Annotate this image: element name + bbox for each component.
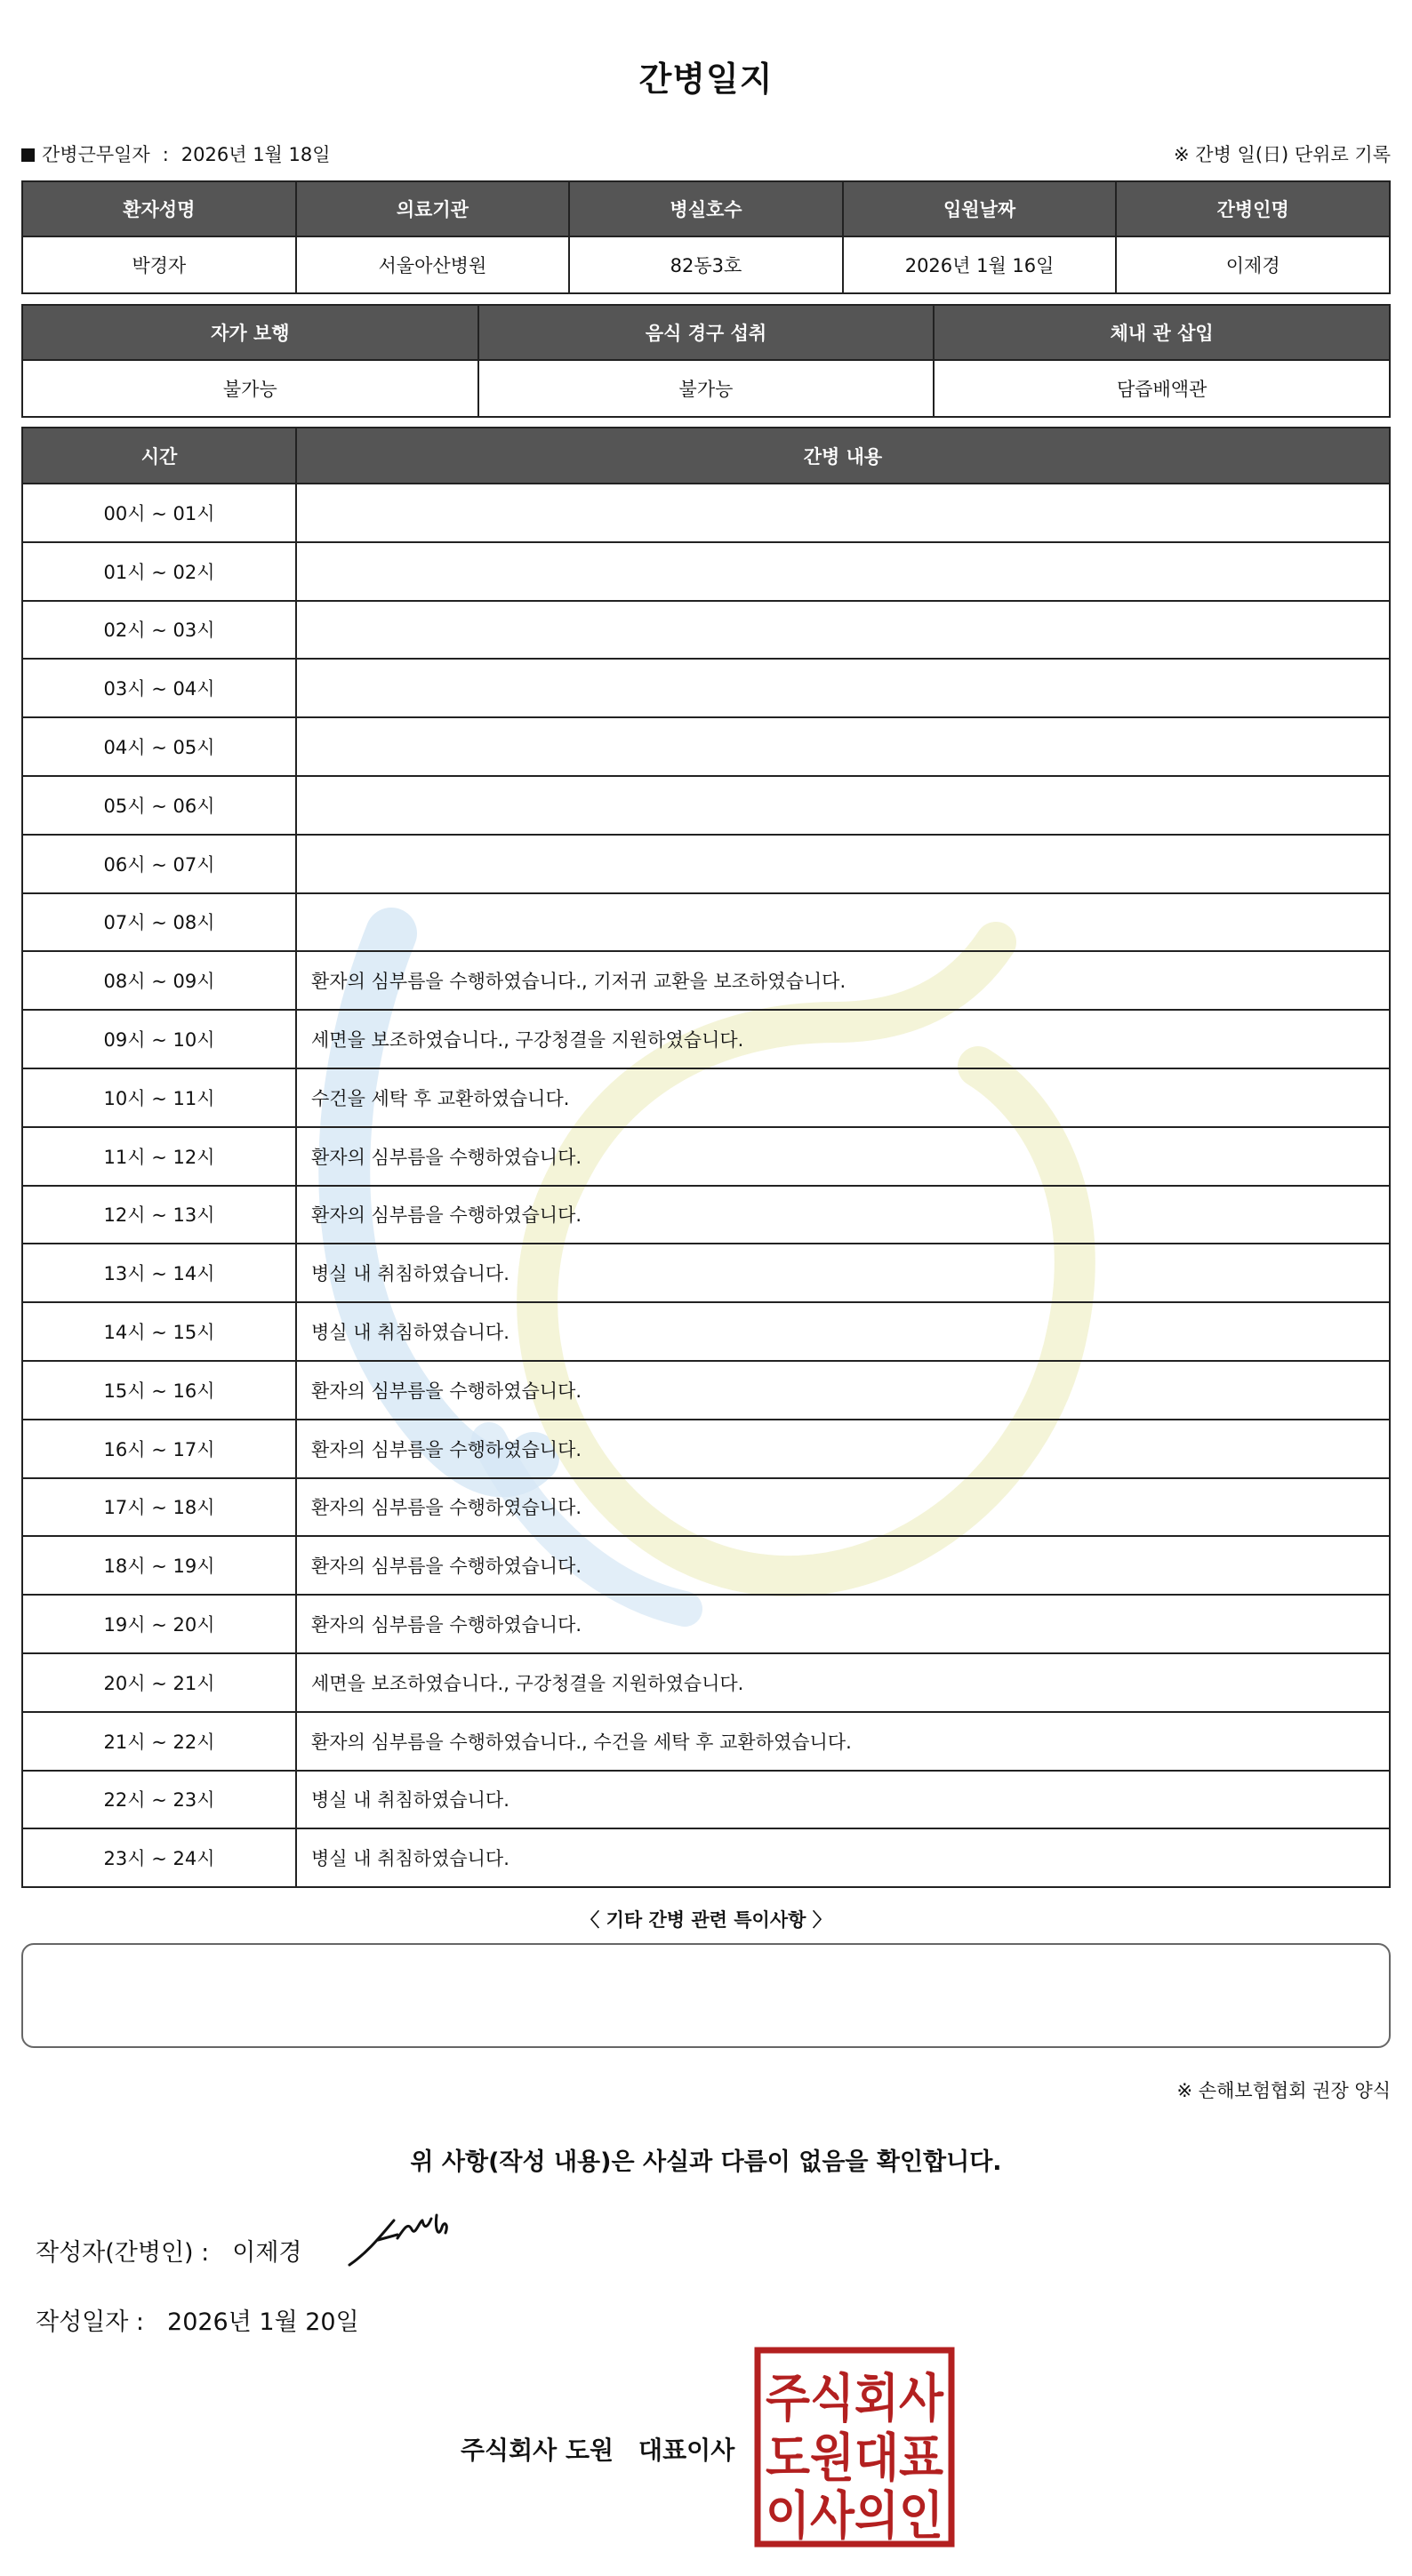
caregiver-name: 이제경 — [1116, 236, 1390, 293]
writer-label: 작성자(간병인) : — [36, 2239, 210, 2267]
writer-line — [36, 2233, 302, 2268]
company-seal-stamp — [754, 2347, 955, 2548]
handwritten-signature — [342, 2203, 476, 2274]
table-row — [22, 717, 1390, 776]
table-row — [22, 484, 1390, 542]
document-title: 간병일지 — [638, 60, 774, 99]
care-content: 환자의 심부름을 수행하였습니다. — [296, 1127, 1390, 1186]
remarks-title: 〈 기타 간병 관련 특이사항 〉 — [581, 1909, 831, 1931]
square-bullet-icon — [21, 148, 35, 162]
svg-text:주식회사: 주식회사 — [766, 2368, 944, 2428]
time-slot: 17시 ~ 18시 — [22, 1478, 296, 1537]
patient-name: 박경자 — [22, 236, 296, 293]
care-content: 환자의 심부름을 수행하였습니다. — [296, 1361, 1390, 1420]
table-row — [22, 951, 1390, 1010]
time-slot: 20시 ~ 21시 — [22, 1653, 296, 1712]
company-name: 주식회사 도원 — [461, 2436, 614, 2465]
company-line — [461, 2431, 734, 2467]
care-content: 수건을 세탁 후 교환하였습니다. — [296, 1068, 1390, 1127]
time-slot: 13시 ~ 14시 — [22, 1244, 296, 1302]
table-row — [22, 601, 1390, 660]
time-slot: 11시 ~ 12시 — [22, 1127, 296, 1186]
table-row — [22, 1536, 1390, 1595]
time-slot: 10시 ~ 11시 — [22, 1068, 296, 1127]
header-caregiver: 간병인명 — [1116, 181, 1390, 236]
table-row — [22, 776, 1390, 835]
patient-info-header-row — [22, 181, 1390, 236]
date-value: 2026년 1월 20일 — [167, 2308, 359, 2336]
time-slot: 23시 ~ 24시 — [22, 1828, 296, 1887]
time-slot: 06시 ~ 07시 — [22, 835, 296, 893]
table-row — [22, 1771, 1390, 1829]
care-log-table — [21, 427, 1391, 1888]
oral-intake-status: 불가능 — [478, 360, 935, 417]
header-admission-date: 입원날짜 — [843, 181, 1117, 236]
time-slot: 16시 ~ 17시 — [22, 1420, 296, 1478]
table-row — [22, 1653, 1390, 1712]
care-content: 병실 내 취침하였습니다. — [296, 1771, 1390, 1829]
date-line — [36, 2302, 359, 2337]
care-content: 환자의 심부름을 수행하였습니다. — [296, 1420, 1390, 1478]
care-content: 병실 내 취침하였습니다. — [296, 1244, 1390, 1302]
care-content: 환자의 심부름을 수행하였습니다. — [296, 1595, 1390, 1653]
table-row — [22, 1595, 1390, 1653]
time-slot: 01시 ~ 02시 — [22, 542, 296, 601]
confirmation-statement: 위 사항(작성 내용)은 사실과 다름이 없음을 확인합니다. — [410, 2148, 1002, 2176]
company-title: 대표이사 — [638, 2436, 735, 2465]
table-row — [22, 1010, 1390, 1068]
care-log-body — [22, 484, 1390, 1887]
table-row — [22, 1302, 1390, 1361]
patient-status-header-row — [22, 305, 1390, 360]
room-number: 82동3호 — [569, 236, 843, 293]
work-date — [21, 140, 331, 167]
time-slot: 02시 ~ 03시 — [22, 601, 296, 660]
walking-status: 불가능 — [22, 360, 478, 417]
care-content — [296, 776, 1390, 835]
care-content — [296, 542, 1390, 601]
patient-info-value-row — [22, 236, 1390, 293]
care-content — [296, 717, 1390, 776]
table-row — [22, 1186, 1390, 1244]
table-row — [22, 1420, 1390, 1478]
care-content — [296, 835, 1390, 893]
care-content: 세면을 보조하였습니다., 구강청결을 지원하였습니다. — [296, 1010, 1390, 1068]
header-tube: 체내 관 삽입 — [934, 305, 1390, 360]
record-note: ※ 간병 일(日) 단위로 기록 — [1174, 144, 1391, 165]
form-note: ※ 손해보험협회 권장 양식 — [1176, 2080, 1391, 2101]
care-content: 병실 내 취침하였습니다. — [296, 1302, 1390, 1361]
patient-status-value-row — [22, 360, 1390, 417]
time-slot: 12시 ~ 13시 — [22, 1186, 296, 1244]
header-hospital: 의료기관 — [296, 181, 570, 236]
time-slot: 14시 ~ 15시 — [22, 1302, 296, 1361]
table-row — [22, 835, 1390, 893]
time-slot: 04시 ~ 05시 — [22, 717, 296, 776]
care-content: 환자의 심부름을 수행하였습니다. — [296, 1536, 1390, 1595]
patient-info-table — [21, 180, 1391, 294]
header-walking: 자가 보행 — [22, 305, 478, 360]
care-content: 환자의 심부름을 수행하였습니다., 기저귀 교환을 보조하였습니다. — [296, 951, 1390, 1010]
tube-status: 담즙배액관 — [934, 360, 1390, 417]
work-date-value: 2026년 1월 18일 — [181, 144, 331, 165]
meta-row — [21, 140, 1391, 167]
table-row — [22, 659, 1390, 717]
svg-text:도원대표: 도원대표 — [766, 2428, 943, 2488]
time-slot: 15시 ~ 16시 — [22, 1361, 296, 1420]
time-slot: 09시 ~ 10시 — [22, 1010, 296, 1068]
time-slot: 08시 ~ 09시 — [22, 951, 296, 1010]
time-slot: 07시 ~ 08시 — [22, 893, 296, 952]
table-row — [22, 1127, 1390, 1186]
work-date-label: 간병근무일자 — [42, 144, 150, 165]
care-content: 환자의 심부름을 수행하였습니다., 수건을 세탁 후 교환하였습니다. — [296, 1712, 1390, 1771]
header-oral-intake: 음식 경구 섭취 — [478, 305, 935, 360]
care-content: 환자의 심부름을 수행하였습니다. — [296, 1478, 1390, 1537]
care-content: 병실 내 취침하였습니다. — [296, 1828, 1390, 1887]
time-slot: 05시 ~ 06시 — [22, 776, 296, 835]
care-content — [296, 601, 1390, 660]
table-row — [22, 1068, 1390, 1127]
time-slot: 03시 ~ 04시 — [22, 659, 296, 717]
svg-text:이사의인: 이사의인 — [766, 2485, 943, 2546]
header-care-content: 간병 내용 — [296, 428, 1390, 484]
hospital-name: 서울아산병원 — [296, 236, 570, 293]
writer-name: 이제경 — [232, 2239, 302, 2267]
time-slot: 22시 ~ 23시 — [22, 1771, 296, 1829]
time-slot: 18시 ~ 19시 — [22, 1536, 296, 1595]
header-room: 병실호수 — [569, 181, 843, 236]
table-row — [22, 1828, 1390, 1887]
care-content — [296, 484, 1390, 542]
care-content — [296, 659, 1390, 717]
care-content: 세면을 보조하였습니다., 구강청결을 지원하였습니다. — [296, 1653, 1390, 1712]
table-row — [22, 1478, 1390, 1537]
remarks-box — [21, 1943, 1391, 2048]
admission-date: 2026년 1월 16일 — [843, 236, 1117, 293]
table-row — [22, 1712, 1390, 1771]
header-patient-name: 환자성명 — [22, 181, 296, 236]
table-row — [22, 893, 1390, 952]
care-log-header-row — [22, 428, 1390, 484]
time-slot: 00시 ~ 01시 — [22, 484, 296, 542]
patient-status-table — [21, 304, 1391, 418]
table-row — [22, 542, 1390, 601]
care-content — [296, 893, 1390, 952]
time-slot: 21시 ~ 22시 — [22, 1712, 296, 1771]
table-row — [22, 1244, 1390, 1302]
header-time: 시간 — [22, 428, 296, 484]
work-date-separator: : — [162, 144, 169, 165]
care-content: 환자의 심부름을 수행하였습니다. — [296, 1186, 1390, 1244]
time-slot: 19시 ~ 20시 — [22, 1595, 296, 1653]
date-label: 작성일자 : — [36, 2308, 145, 2336]
table-row — [22, 1361, 1390, 1420]
